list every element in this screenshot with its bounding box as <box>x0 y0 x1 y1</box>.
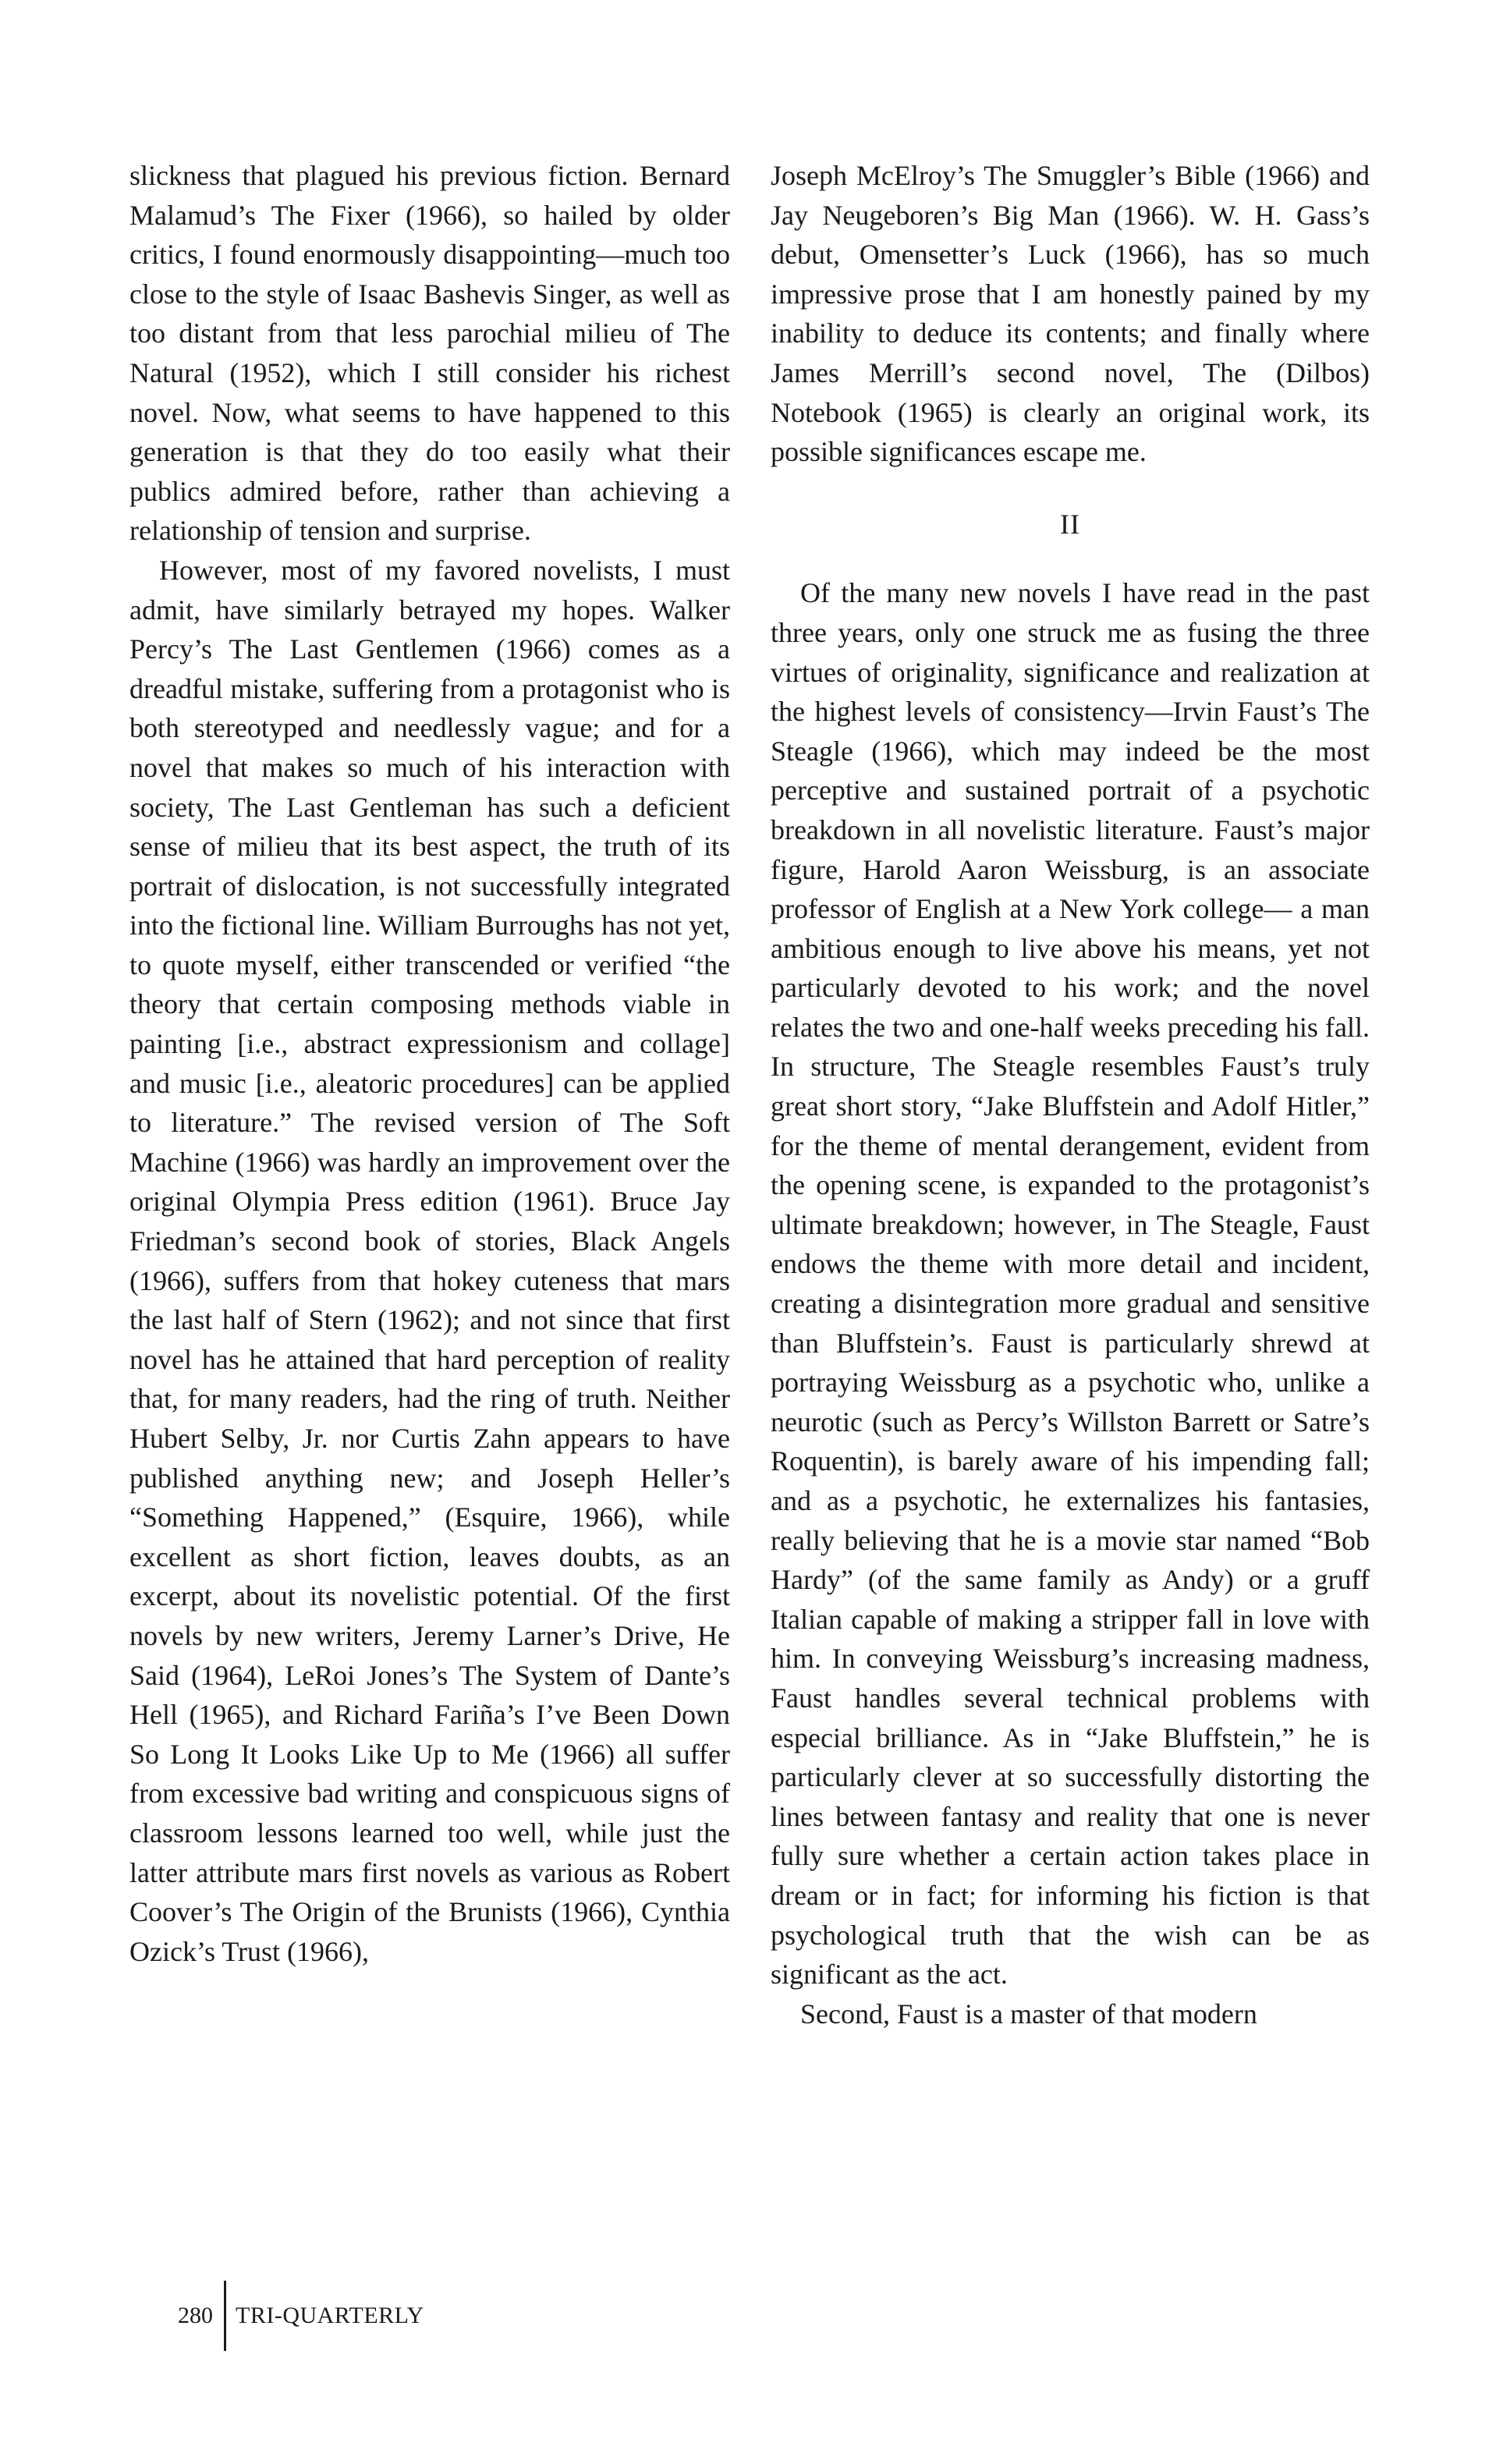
right-paragraph-1: Joseph McElroy’s The Smuggler’s Bible (1966) and Jay Neugeboren’s Big Man (1966). W. H. Gass’s debut, Omensetter’s Luck (1966), has so much impressive prose that I am honestly pained by my inability to deduce its contents; and finally where James Merrill’s second novel, The (Dilbos) Notebook (1965) is clearly an original work, its possible significances escape me. <box>771 160 1370 468</box>
section-heading: II <box>1060 508 1080 540</box>
page-number: 280 <box>178 2303 213 2328</box>
left-paragraph-2: However, most of my favored novelists, I must admit, have similarly betrayed my hopes. Walker Percy’s The Last Gentlemen (1966) comes as a dreadful mistake, suffering from a protagonist who is both stereotyped and needlessly vague; and for a novel that makes so much of his interaction with society, The Last Gentleman has such a deficient sense of milieu that its best aspect, the truth of its portrait of dislocation, is not successfully integrated into the fictional line. William Burroughs has not yet, to quote myself, either transcended or verified “the theory that certain composing methods viable in painting [i.e., abstract expressionism and collage] and music [i.e., aleatoric procedures] can be applied to literature.” The revised version of The Soft Machine (1966) was hardly an improvement over the original Olympia Press edition (1961). Bruce Jay Friedman’s second book of stories, Black Angels (1966), suffers from that hokey cuteness that mars the last half of Stern (1962); and not since that first novel has he attained that hard perception of reality that, for many readers, had the ring of truth. Neither Hubert Selby, Jr. nor Curtis Zahn appears to have published anything new; and Joseph Heller’s “Something Happened,” (Esquire, 1966), while excellent as short fiction, leaves doubts, as an excerpt, about its novelistic potential. Of the first novels by new writers, Jeremy Larner’s Drive, He Said (1964), LeRoi Jones’s The System of Dante’s Hell (1965), and Richard Fariña’s I’ve Been Down So Long It Looks Like Up to Me (1966) all suffer from excessive bad writing and conspicuous signs of classroom lessons learned too well, while just the latter attribute mars first novels as various as Robert Coover’s The Origin of the Brunists (1966), Cynthia Ozick’s Trust (1966), <box>129 554 730 1967</box>
right-paragraph-3: Second, Faust is a master of that modern <box>800 1998 1257 2030</box>
left-paragraph-1: slickness that plagued his previous fiction. Bernard Malamud’s The Fixer (1966), so hailed by older critics, I found enormously disappointing—much too close to the style of Isaac Bashevis Singer, as well as too distant from that less parochial milieu of The Natural (1952), which I still consider his richest novel. Now, what seems to have happened to this generation is that they do too easily what their publics admired before, rather than achieving a relationship of tension and surprise. <box>129 160 730 547</box>
page-footer <box>178 2281 424 2351</box>
running-head: TRI-QUARTERLY <box>236 2303 424 2328</box>
right-paragraph-2: Of the many new novels I have read in the past three years, only one struck me as fusing the three virtues of originality, significance and realization at the highest levels of consistency—Irvin Faust’s The Steagle (1966), which may indeed be the most perceptive and sustained portrait of a psychotic breakdown in all novelistic literature. Faust’s major figure, Harold Aaron Weissburg, is an associate professor of English at a New York college— a man ambitious enough to live above his means, yet not particularly devoted to his work; and the novel relates the two and one-half weeks preceding his fall. In structure, The Steagle resembles Faust’s truly great short story, “Jake Bluffstein and Adolf Hitler,” for the theme of mental derangement, evident from the opening scene, is expanded to the protagonist’s ultimate breakdown; however, in The Steagle, Faust endows the theme with more detail and incident, creating a disintegration more gradual and sensitive than Bluffstein’s. Faust is particularly shrewd at portraying Weissburg as a psychotic who, unlike a neurotic (such as Percy’s Willston Barrett or Satre’s Roquentin), is barely aware of his impending fall; and as a psychotic, he externalizes his fantasies, really believing that he is a movie star named “Bob Hardy” (of the same family as Andy) or a gruff Italian capable of making a stripper fall in love with him. In conveying Weissburg’s increasing madness, Faust handles several technical problems with especial brilliance. As in “Jake Bluffstein,” he is particularly clever at so successfully distorting the lines between fantasy and reality that one is never fully sure whether a certain action takes place in dream or in fact; for informing his fiction is that psychological truth that the wish can be as significant as the act. <box>771 577 1370 1991</box>
right-column <box>771 156 1370 2033</box>
left-column <box>129 156 730 1971</box>
